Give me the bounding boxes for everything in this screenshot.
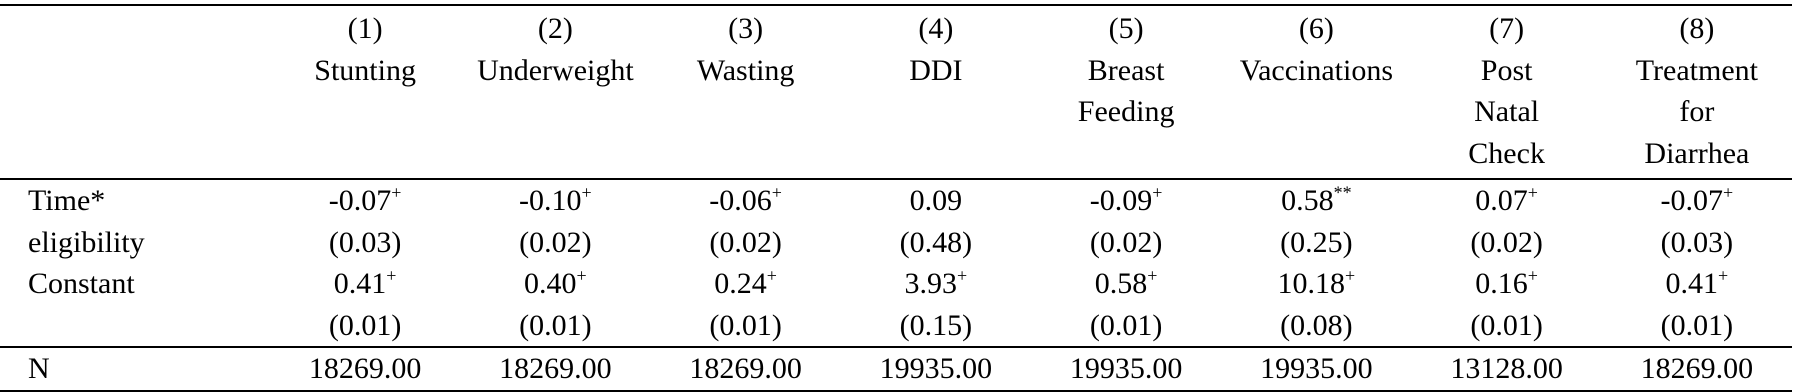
table-cell — [270, 222, 460, 264]
column-title-line: Vaccinations — [1239, 53, 1394, 87]
column-header-3 — [651, 5, 841, 179]
table-cell — [841, 222, 1031, 264]
table-cell — [1031, 222, 1221, 264]
column-title-line: Natal — [1474, 95, 1540, 128]
significance-marker: + — [391, 182, 402, 203]
cell-value: -0.09 — [1089, 184, 1153, 217]
significance-marker: ** — [1333, 182, 1352, 203]
column-title-line: Treatment — [1635, 53, 1758, 87]
cell-value: -0.10 — [519, 184, 582, 217]
significance-marker: + — [1345, 265, 1356, 286]
cell-value: (0.02) — [1089, 225, 1163, 259]
column-title-line: Check — [1468, 136, 1545, 170]
table-cell — [1031, 305, 1221, 348]
table-cell — [841, 263, 1031, 305]
significance-marker: + — [1527, 182, 1538, 203]
table-cell — [1602, 305, 1792, 348]
table-cell — [460, 263, 650, 305]
significance-marker: + — [1718, 265, 1729, 286]
cell-value: -0.07 — [328, 184, 392, 217]
table-cell — [651, 347, 841, 391]
table-cell — [460, 222, 650, 264]
column-header-1 — [270, 5, 460, 179]
column-header-6 — [1221, 5, 1411, 179]
cell-value: 19935.00 — [879, 352, 993, 385]
significance-marker: + — [581, 182, 592, 203]
cell-value: (0.01) — [709, 308, 782, 342]
cell-value: 0.09 — [909, 184, 963, 217]
cell-value: 0.24 — [714, 267, 767, 300]
table-cell — [1602, 179, 1792, 222]
cell-value: (0.01) — [1660, 308, 1734, 342]
column-header-2 — [460, 5, 650, 179]
cell-value: 0.58 — [1094, 267, 1148, 300]
cell-value: (0.03) — [1660, 225, 1734, 259]
cell-value: 0.41 — [1665, 267, 1719, 300]
column-number: (5) — [1108, 12, 1144, 45]
cell-value: 18269.00 — [499, 352, 612, 385]
cell-value: (0.08) — [1280, 308, 1353, 342]
cell-value: 0.16 — [1475, 267, 1528, 300]
table-cell — [1412, 305, 1602, 348]
regression-table — [0, 4, 1792, 392]
table-cell — [1412, 263, 1602, 305]
cell-value: 18269.00 — [1640, 352, 1754, 385]
significance-marker: + — [957, 265, 968, 286]
significance-marker: + — [766, 265, 777, 286]
table-cell — [1221, 179, 1411, 222]
header-corner-cell — [0, 5, 270, 179]
significance-marker: + — [1147, 265, 1158, 286]
cell-value: (0.01) — [519, 308, 592, 342]
table-row — [0, 179, 1792, 222]
column-header-8 — [1602, 5, 1792, 179]
column-title-line: Post — [1480, 53, 1533, 87]
cell-value: 10.18 — [1277, 267, 1346, 300]
table-cell — [1221, 222, 1411, 264]
table-cell — [270, 305, 460, 348]
table-cell — [841, 305, 1031, 348]
column-number: (7) — [1489, 12, 1525, 45]
table-cell — [1412, 222, 1602, 264]
cell-value: 19935.00 — [1069, 352, 1183, 385]
column-title-line: Underweight — [477, 53, 634, 87]
significance-marker: + — [576, 265, 587, 286]
cell-value: (0.01) — [1089, 308, 1163, 342]
cell-value: 0.40 — [524, 267, 577, 300]
table-cell — [270, 263, 460, 305]
column-title-line: DDI — [909, 53, 963, 87]
table-cell — [460, 179, 650, 222]
cell-value: 13128.00 — [1450, 352, 1563, 385]
table-cell — [1221, 347, 1411, 391]
table-cell — [460, 305, 650, 348]
table-cell — [1412, 347, 1602, 391]
column-header-5 — [1031, 5, 1221, 179]
table-cell — [1221, 305, 1411, 348]
table-row — [0, 305, 1792, 348]
observations-row — [0, 347, 1792, 391]
table-row — [0, 222, 1792, 264]
column-title-line: Breast — [1087, 53, 1165, 87]
column-title-line: for — [1679, 95, 1715, 128]
column-number: (3) — [728, 12, 764, 45]
table-cell — [1031, 179, 1221, 222]
table-row — [0, 263, 1792, 305]
row-label: Time* — [28, 184, 106, 217]
row-label: eligibility — [28, 225, 145, 259]
cell-value: (0.02) — [1470, 225, 1543, 259]
column-number: (4) — [918, 12, 954, 45]
table-cell — [1412, 179, 1602, 222]
column-title-line: Diarrhea — [1644, 136, 1750, 170]
cell-value: (0.01) — [328, 308, 402, 342]
column-header-4 — [841, 5, 1031, 179]
table-header-row — [0, 5, 1792, 179]
cell-value: (0.15) — [899, 308, 973, 342]
column-number: (6) — [1298, 12, 1334, 45]
cell-value: -0.06 — [709, 184, 772, 217]
table-cell — [841, 179, 1031, 222]
column-number: (2) — [537, 12, 573, 45]
column-header-7 — [1412, 5, 1602, 179]
cell-value: (0.25) — [1280, 225, 1353, 259]
significance-marker: + — [386, 265, 397, 286]
cell-value: 18269.00 — [308, 352, 422, 385]
cell-value: (0.03) — [328, 225, 402, 259]
cell-value: (0.01) — [1470, 308, 1543, 342]
significance-marker: + — [771, 182, 782, 203]
cell-value: (0.02) — [709, 225, 782, 259]
table-cell — [651, 305, 841, 348]
table-cell — [1031, 263, 1221, 305]
table-cell — [1221, 263, 1411, 305]
cell-value: 3.93 — [904, 267, 958, 300]
column-number: (8) — [1679, 12, 1715, 45]
table-cell — [1031, 347, 1221, 391]
table-cell — [841, 347, 1031, 391]
row-label — [0, 305, 270, 348]
cell-value: 18269.00 — [689, 352, 802, 385]
significance-marker: + — [1527, 265, 1538, 286]
cell-value: (0.48) — [899, 225, 973, 259]
row-label: Constant — [28, 267, 135, 300]
column-title-line: Stunting — [314, 53, 416, 87]
column-title-line: Feeding — [1077, 95, 1175, 128]
column-title-line: Wasting — [696, 53, 795, 87]
table-cell — [651, 179, 841, 222]
table-cell — [270, 179, 460, 222]
table-cell — [460, 347, 650, 391]
table-cell — [270, 347, 460, 391]
table-cell — [1602, 347, 1792, 391]
cell-value: 19935.00 — [1260, 352, 1373, 385]
row-label: N — [0, 347, 270, 391]
cell-value: 0.58 — [1281, 184, 1334, 217]
cell-value: -0.07 — [1660, 184, 1724, 217]
table-cell — [1602, 222, 1792, 264]
column-number: (1) — [347, 12, 383, 45]
cell-value: 0.07 — [1475, 184, 1528, 217]
table-cell — [1602, 263, 1792, 305]
cell-value: (0.02) — [519, 225, 592, 259]
significance-marker: + — [1152, 182, 1163, 203]
significance-marker: + — [1723, 182, 1734, 203]
cell-value: 0.41 — [333, 267, 387, 300]
table-cell — [651, 263, 841, 305]
table-cell — [651, 222, 841, 264]
